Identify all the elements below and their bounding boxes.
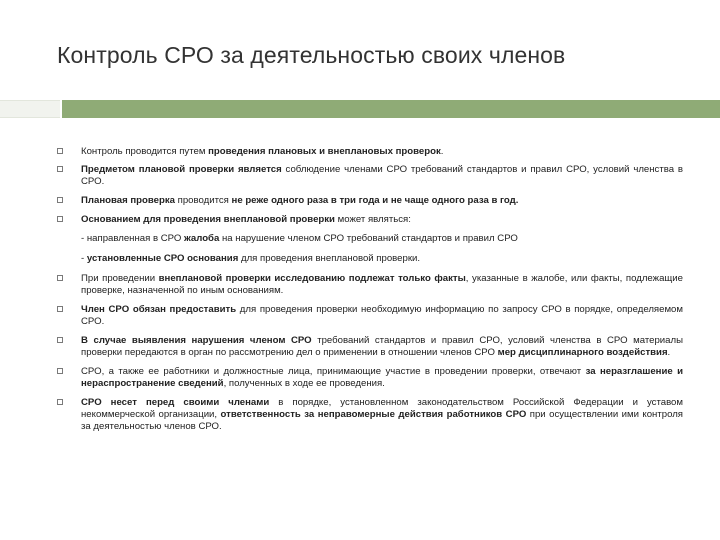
square-bullet-icon — [57, 216, 63, 222]
bold-text: жалоба — [183, 233, 220, 244]
bold-text: установленные СРО основания — [86, 253, 239, 264]
text-segment: для проведения проверки необходимую информацию по запросу СРО в порядке, определяемом СРО. — [81, 304, 683, 327]
bold-text: ответственность за неправомерные действия работников СРО — [220, 409, 527, 420]
title-bar-accent-segment — [62, 100, 720, 118]
bold-text: Член СРО обязан предоставить — [81, 304, 237, 315]
bold-text: В случае выявления нарушения членом СРО — [81, 335, 312, 346]
sub-list-item — [57, 253, 683, 265]
text-segment: Контроль проводится путем — [81, 146, 209, 157]
text-segment: , полученных в ходе ее проведения. — [223, 378, 385, 389]
bold-text: внеплановой проверки исследованию подлежат только факты — [158, 273, 466, 284]
text-segment: соблюдение членами СРО требований стандартов и правил СРО, условий членства в СРО. — [81, 164, 683, 187]
list-item — [57, 273, 683, 297]
bold-text: Плановая проверка — [81, 195, 175, 206]
square-bullet-icon — [57, 275, 63, 281]
slide-title: Контроль СРО за деятельностью своих членов — [57, 42, 566, 68]
text-segment: может являться: — [334, 214, 411, 225]
text-segment: на нарушение членом СРО требований стандартов и правил СРО — [219, 233, 518, 244]
text-segment: . — [667, 347, 671, 358]
square-bullet-icon — [57, 197, 63, 203]
bold-text: проведения плановых и внеплановых проверок — [208, 146, 441, 157]
title-bar-left-segment — [0, 100, 60, 118]
text-segment: в порядке, установленном законодательством Российской Федерации и уставом некоммерческой организации, — [81, 397, 683, 420]
text-segment: - — [81, 253, 87, 264]
text-segment: При проведении — [81, 273, 159, 284]
text-segment: проводится — [174, 195, 232, 206]
sub-list-item — [57, 233, 683, 245]
square-bullet-icon — [57, 166, 63, 172]
list-item — [57, 397, 683, 433]
text-segment: . — [440, 146, 444, 157]
square-bullet-icon — [57, 148, 63, 154]
list-item — [57, 335, 683, 359]
square-bullet-icon — [57, 306, 63, 312]
list-item — [57, 366, 683, 390]
bold-text: мер дисциплинарного воздействия — [497, 347, 668, 358]
list-item — [57, 304, 683, 328]
text-segment: для проведения внеплановой проверки. — [238, 253, 421, 264]
list-item — [57, 146, 683, 158]
square-bullet-icon — [57, 337, 63, 343]
text-segment: требований стандартов и правил СРО, условий членства в СРО материалы проверки передаются в орган по рассмотрению дел о применении в отношении членов СРО — [81, 335, 683, 358]
bullet-list — [57, 146, 683, 440]
title-underline-bar — [0, 100, 720, 118]
square-bullet-icon — [57, 368, 63, 374]
bold-text: СРО несет перед своими членами — [81, 397, 270, 408]
bold-text: за неразглашение и нераспространение сведений — [81, 366, 684, 389]
list-item — [57, 164, 683, 188]
square-bullet-icon — [57, 399, 63, 405]
text-segment: при осуществлении ими контроля за деятельностью членов СРО. — [81, 409, 684, 432]
list-item — [57, 195, 683, 207]
text-segment: , указанные в жалобе, или факты, подлежащие проверке, назначенной по иным основаниям. — [81, 273, 683, 296]
bold-text: Основанием для проведения внеплановой проверки — [81, 214, 335, 225]
bold-text: не реже одного раза в три года и не чаще одного раза в год. — [231, 195, 519, 206]
bold-text: Предметом плановой проверки является — [81, 164, 282, 175]
text-segment: СРО, а также ее работники и должностные лица, принимающие участие в проведении проверки, отвечают — [81, 366, 586, 377]
list-item — [57, 214, 683, 226]
text-segment: - направленная в СРО — [81, 233, 184, 244]
